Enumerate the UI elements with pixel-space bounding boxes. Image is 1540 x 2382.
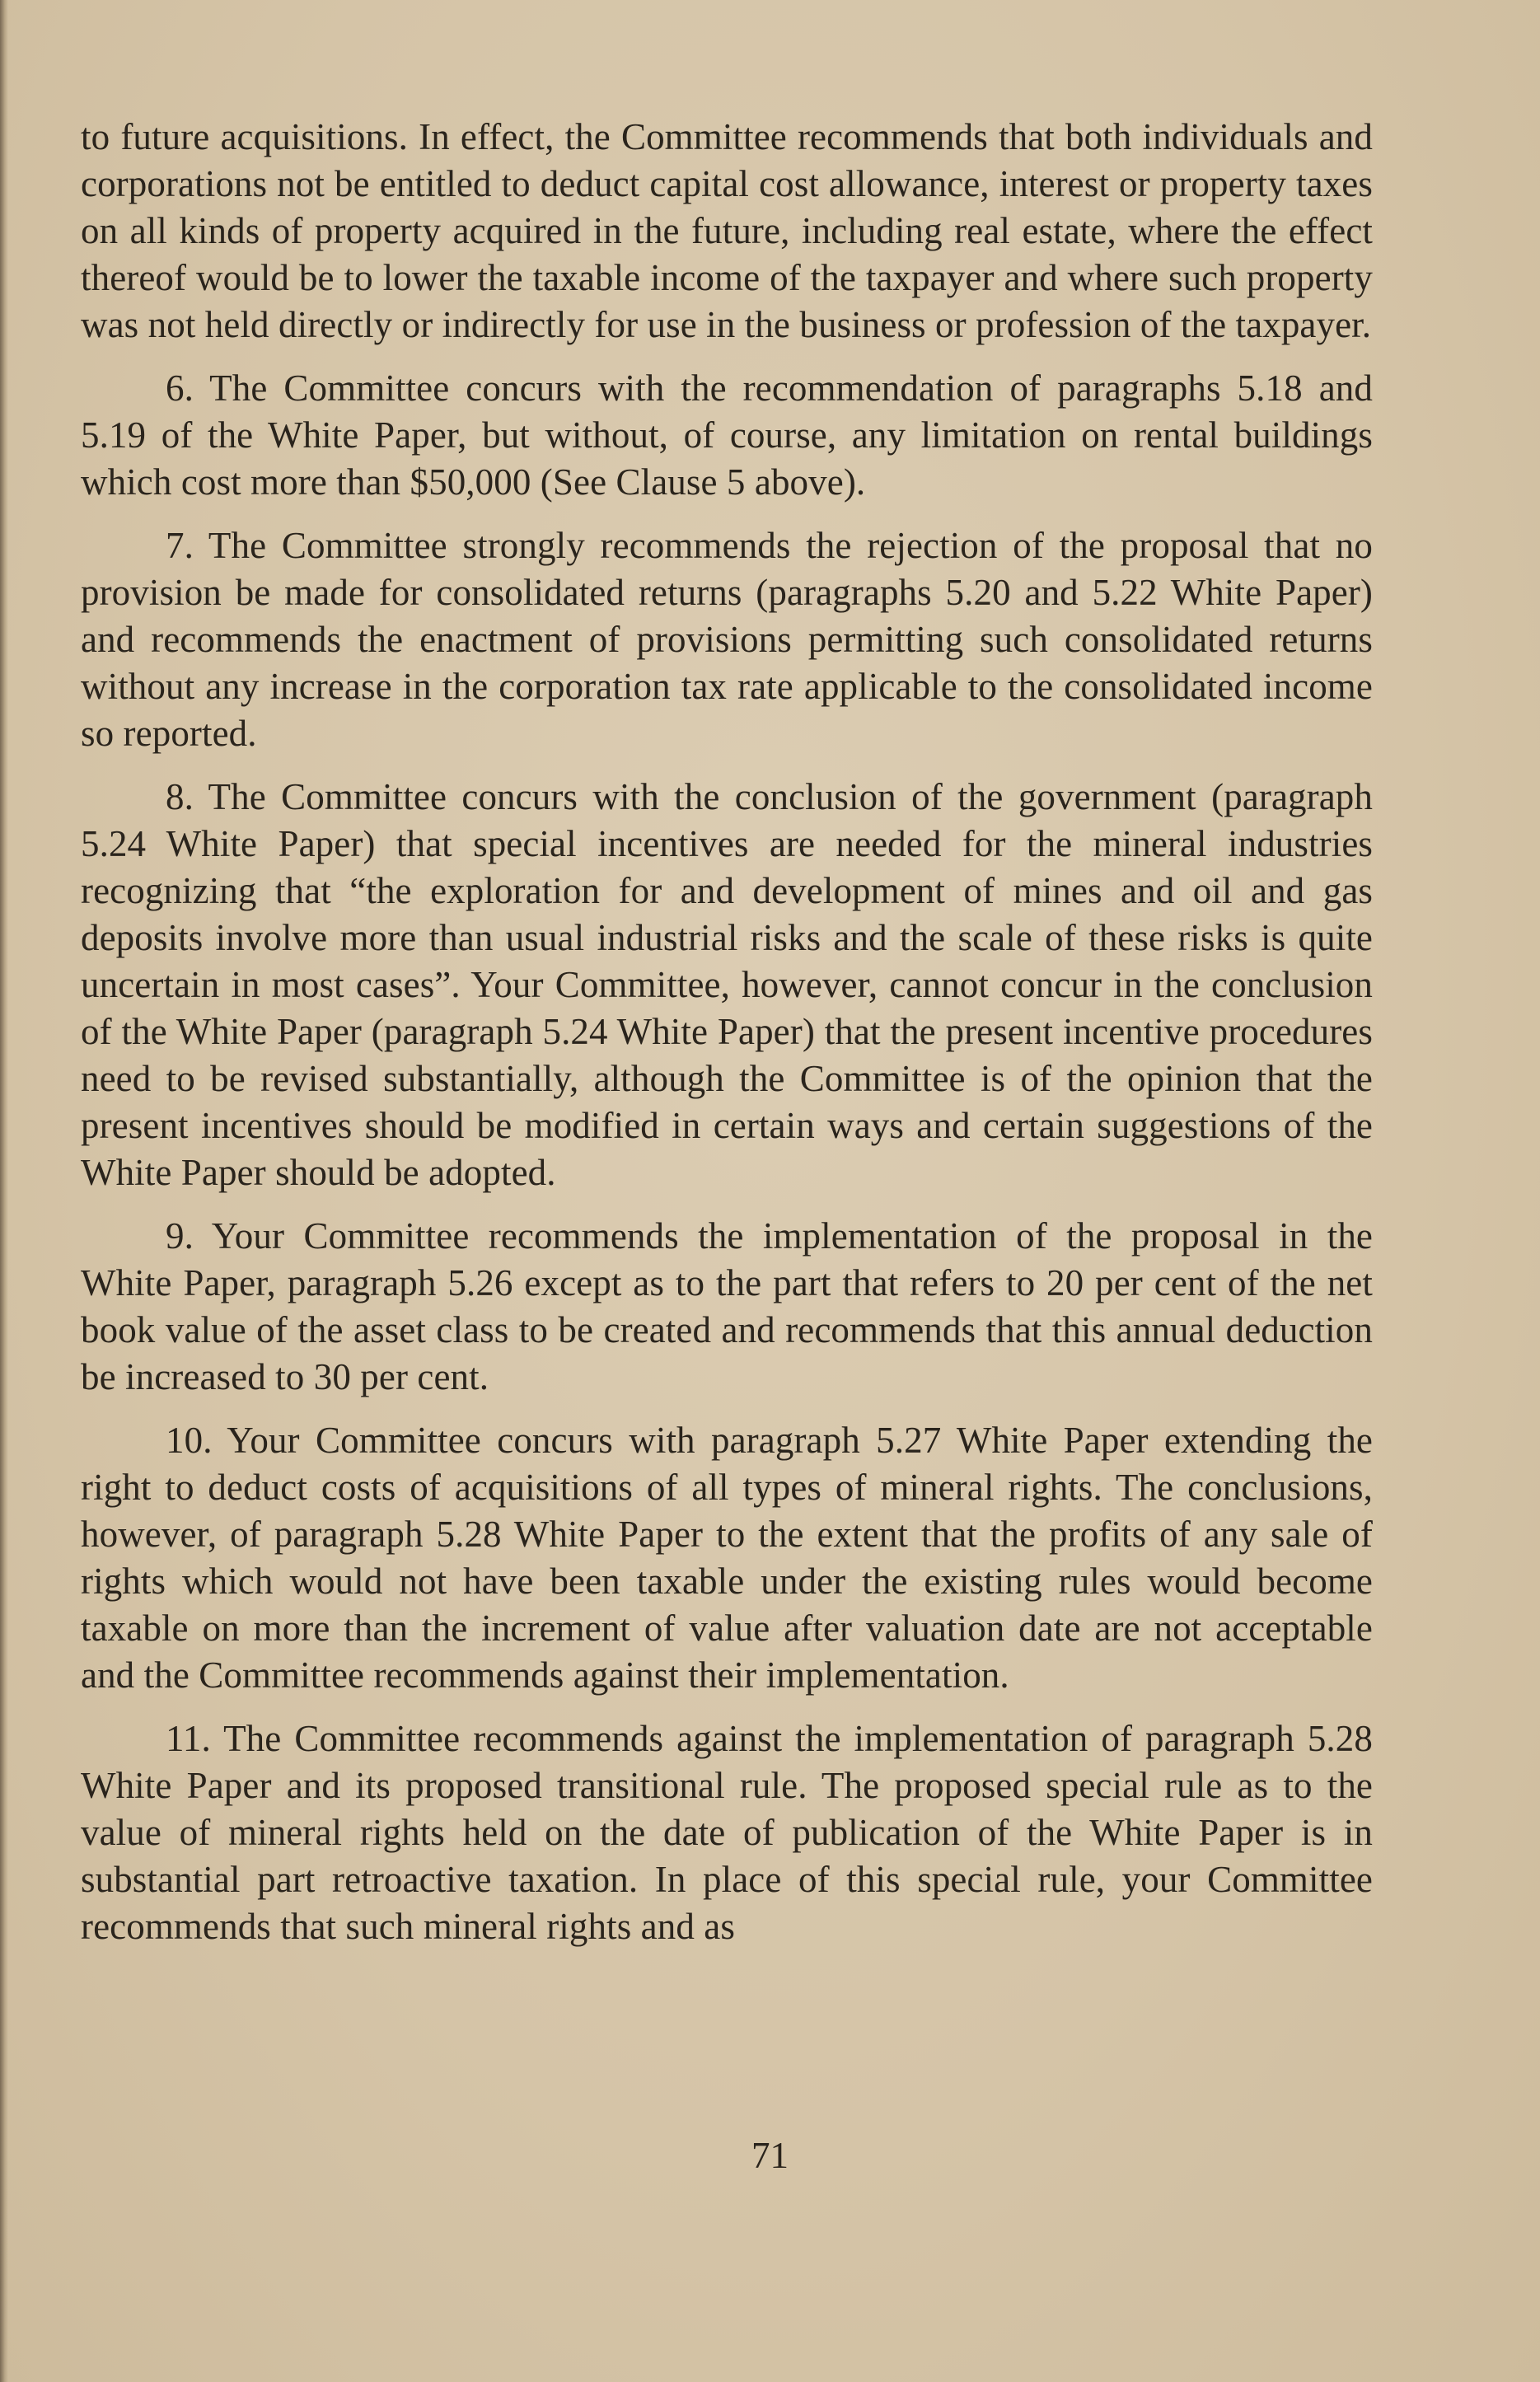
paragraph-text: Your Committee concurs with paragraph 5.27 White Paper extending the right to deduct costs of acquisitions of all types of mineral rights. The conclusions, however, of paragraph 5.28 White Paper to the extent that the profits of any sale of rights which would not have been taxable under the existing rules would become taxable on more than the increment of value after valuation date are not acceptable and the Committee recommends against their implementation. [81, 1420, 1373, 1696]
paragraph-text: The Committee concurs with the conclusion of the government (paragraph 5.24 White Paper) that special incentives are needed for the mineral industries recognizing that “the exploration for and development of mines and oil and gas deposits involve more than usual industrial risks and the scale of these risks is quite uncertain in most cases”. Your Committee, however, cannot concur in the conclusion of the White Paper (paragraph 5.24 White Paper) that the present incentive procedures need to be revised substantially, although the Committee is of the opinion that the present incentives should be modified in certain ways and certain suggestions of the White Paper should be adopted. [81, 776, 1373, 1193]
body-text [81, 114, 1373, 1950]
paragraph-text: The Committee concurs with the recommendation of paragraphs 5.18 and 5.19 of the White Paper, but without, of course, any limitation on rental buildings which cost more than $50,000 (See Clause 5 above). [81, 367, 1373, 503]
page-number: 71 [751, 2135, 789, 2176]
paragraph-number: 7. [166, 525, 194, 566]
paragraph-text: The Committee strongly recommends the rejection of the proposal that no provision be made for consolidated returns (paragraphs 5.20 and 5.22 White Paper) and recommends the enactment of provisions permitting such consolidated returns without any increase in the corporation tax rate applicable to the consolidated income so reported. [81, 525, 1373, 754]
paragraph-9 [81, 1213, 1373, 1401]
paragraph-number: 6. [166, 367, 194, 409]
paragraph-text: to future acquisitions. In effect, the Committee recommends that both individuals and corporations not be entitled to deduct capital cost allowance, interest or property taxes on all kinds of property acquired in the future, including real estate, where the effect thereof would be to lower the taxable income of the taxpayer and where such property was not held directly or indirectly for use in the business or profession of the taxpayer. [81, 116, 1373, 345]
paragraph-continuation [81, 114, 1373, 349]
paragraph-number: 10. [166, 1420, 213, 1461]
paragraph-6 [81, 365, 1373, 506]
paragraph-number: 8. [166, 776, 194, 817]
paragraph-10 [81, 1417, 1373, 1699]
paragraph-text: Your Committee recommends the implementation of the proposal in the White Paper, paragraph 5.26 except as to the part that refers to 20 per cent of the net book value of the asset class to be created and recommends that this annual deduction be increased to 30 per cent. [81, 1215, 1373, 1397]
paragraph-11 [81, 1715, 1373, 1950]
paragraph-text: The Committee recommends against the implementation of paragraph 5.28 White Paper and its proposed transitional rule. The proposed special rule as to the value of mineral rights held on the date of publication of the White Paper is in substantial part retroactive taxation. In place of this special rule, your Committee recommends that such mineral rights and as [81, 1718, 1373, 1947]
paragraph-number: 11. [166, 1718, 211, 1759]
paragraph-8 [81, 774, 1373, 1196]
paragraph-number: 9. [166, 1215, 194, 1257]
paragraph-7 [81, 522, 1373, 757]
page-spine-shadow [0, 0, 8, 2382]
